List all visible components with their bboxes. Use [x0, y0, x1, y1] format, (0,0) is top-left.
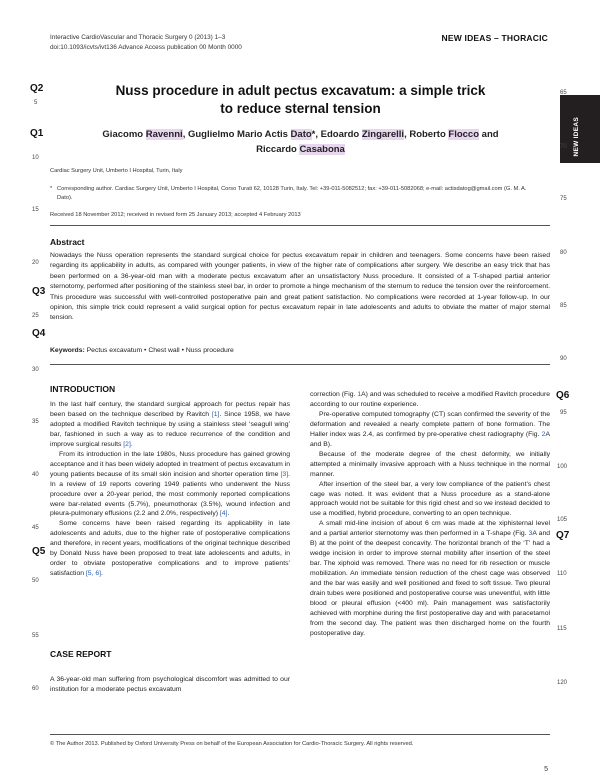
paragraph: A 36-year-old man suffering from psychological discomfort was admitted to our institution for a moderate pectus excavatum [50, 676, 290, 693]
query-mark-q3[interactable]: Q3 [32, 286, 46, 297]
query-mark-q5[interactable]: Q5 [32, 546, 46, 557]
introduction-body [50, 400, 290, 579]
line-number: 80 [560, 250, 567, 256]
line-number: 20 [32, 260, 39, 266]
copyright: © The Author 2013. Published by Oxford University Press on behalf of the European Association for Cardio-Thoracic Surgery. All rights reserved. [50, 741, 414, 747]
corresponding-star: * [50, 186, 53, 192]
line-number: 25 [32, 313, 39, 319]
line-number: 110 [557, 571, 567, 577]
line-number: 85 [560, 303, 567, 309]
author-surname-ravenni[interactable]: Ravenni [145, 129, 183, 140]
line-number: 40 [32, 472, 39, 478]
figure-link[interactable]: 2 [541, 430, 546, 438]
line-number: 105 [557, 517, 568, 523]
author-first-name: *, Edoardo [311, 129, 362, 140]
paragraph: Pre-operative computed tomography (CT) scan confirmed the severity of the deformation and revealed a nearly complete pattern of bone formation. The Haller index was 2.4, as confirmed by pre-operative chest radiography (Fig. 2A and B). [310, 410, 550, 448]
divider [50, 225, 550, 226]
query-mark-q2[interactable]: Q2 [30, 83, 44, 94]
author-surname-flocco[interactable]: Flocco [448, 129, 480, 140]
title-line-1: Nuss procedure in adult pectus excavatum: a simple trick [115, 83, 486, 98]
side-tab-label: NEW IDEAS [573, 117, 580, 157]
author-first-name: , Roberto [404, 129, 449, 140]
line-number: 10 [32, 155, 39, 161]
author-conjunction: and [479, 129, 499, 140]
keywords-label: Keywords: [50, 347, 85, 354]
figure-link[interactable]: 1 [357, 391, 362, 398]
line-number: 35 [32, 419, 39, 425]
article-title [88, 82, 513, 118]
citation-link[interactable]: [2] [123, 440, 131, 448]
received-dates: Received 18 November 2012; received in revised form 25 January 2013; accepted 4 February 2013 [50, 212, 301, 218]
journal-citation [50, 33, 242, 52]
corresponding-text: Corresponding author. Cardiac Surgery Unit, Umberto I Hospital, Corso Turati 62, 10128 Turin, Italy. Tel: +39-011-5082512; fax: +39-011-5082068; e-mail: actisdatog@gmail.com (G. M. A. Dato). [57, 186, 527, 201]
abstract-heading: Abstract [50, 237, 85, 247]
query-mark-q6[interactable]: Q6 [556, 390, 570, 401]
corresponding-author [50, 185, 540, 203]
keywords-text: Pectus excavatum • Chest wall • Nuss procedure [84, 347, 234, 354]
author-first-name: , Guglielmo Mario Actis [182, 129, 291, 140]
query-mark-q1[interactable]: Q1 [30, 128, 44, 139]
affiliation: Cardiac Surgery Unit, Umberto I Hospital, Turin, Italy [50, 168, 183, 174]
page-number: 5 [544, 766, 548, 773]
paragraph: After insertion of the steel bar, a very low compliance of the patient’s chest cage was noted. It was evident that a Nuss procedure as a stand-alone approach would not be suitable for this rigid chest and so we instead decided to use a modified, hybrid procedure, converting to an open technique. [310, 480, 550, 518]
author-first-name: Giacomo [102, 129, 146, 140]
line-number: 55 [32, 633, 39, 639]
query-mark-q4[interactable]: Q4 [32, 328, 46, 339]
line-number: 70 [560, 144, 567, 150]
divider [50, 364, 550, 365]
query-mark-q7[interactable]: Q7 [556, 530, 570, 541]
paragraph: correction (Fig. 1A) and was scheduled to receive a modified Ravitch procedure according to our routine experience. [310, 391, 551, 408]
author-surname-casabona[interactable]: Casabona [299, 144, 345, 155]
line-number: 5 [34, 100, 38, 106]
side-tab [560, 95, 600, 163]
journal-line-1: Interactive CardioVascular and Thoracic Surgery 0 (2013) 1–3 [50, 34, 226, 41]
line-number: 65 [560, 90, 567, 96]
line-number: 45 [32, 525, 39, 531]
case-report-heading: CASE REPORT [50, 649, 112, 659]
line-number: 120 [557, 680, 568, 686]
author-list [88, 127, 513, 157]
paragraph: A small mid-line incision of about 6 cm was made at the xiphisternal level and a partial anterior sternotomy was then performed in a T-shape (Fig. 3A and B) at the point of the deepest concavity. The horizontal branch of the ‘T’ had a wedge incision in order to improve sternal mobility after insertion of the steel bar. The xiphoid was removed. There was no need for rib resection or muscle mobilization. An immediate tension reduction of the chest cage was observed and the bar was easily and well positioned and fixed to soft tissue. Two pleural drain tubes were positioned and postoperative course was uneventful, with little blood or pleural effusion (<400 ml). Pain management was satisfactorily achieved with morphine during the first postoperative day and with paracetamol from the second day. The patient was then discharged home on the fourth postoperative day. [310, 520, 550, 637]
line-number: 100 [557, 464, 568, 470]
line-number: 90 [560, 356, 567, 362]
line-number: 60 [32, 686, 39, 692]
author-surname-dato[interactable]: Dato [290, 129, 312, 140]
line-number: 15 [32, 207, 39, 213]
citation-link[interactable]: [4] [219, 510, 228, 518]
paragraph: Because of the moderate degree of the chest deformity, we initially attempted a minimally invasive approach with a Nuss technique in the normal manner. [310, 450, 550, 478]
citation-link[interactable]: [3] [280, 470, 289, 478]
paragraph: Some concerns have been raised regarding its applicability in late adolescents and adults, due to the higher rate of postoperative complications and therefore, in recent years, modifications of the original technique described by Donald Nuss have been proposed to treat late adolescents and adults, in order to obviate postoperative complications and to improve patients’ satisfaction [5, 6]. [50, 520, 290, 578]
case-report-body [50, 675, 290, 695]
section-tag: NEW IDEAS – THORACIC [441, 33, 548, 43]
journal-line-2: doi:10.1093/icvts/ivt136 Advance Access publication 00 Month 0000 [50, 43, 242, 51]
author-first-name: Riccardo [256, 144, 300, 155]
figure-link[interactable]: 3 [528, 530, 533, 538]
line-number: 75 [560, 196, 567, 202]
citation-link[interactable]: [5, 6] [85, 570, 102, 578]
case-report-continued [310, 390, 550, 639]
line-number: 30 [32, 367, 39, 373]
abstract-text: Nowadays the Nuss operation represents the standard surgical choice for pectus excavatum repair in children and teenagers. Some concerns have been raised regarding its applicability in adults, as compared with younger patients, in view of the higher rate of complications after surgery. We describe an easy trick that has been performed on a 36-year-old man with a moderate pectus excavatum after an unsatisfactory Nuss procedure. It consisted of a T-shaped partial anterior sternotomy, performed after positioning of the stainless steel bar, in order to promote a hinge mechanism of the sternum to reduce the tension over the reinforcement. This procedure was successful with well-controlled postoperative pain and great patient satisfaction. No complications were recorded at 1-year follow-up. In our opinion, this simple trick could represent a valid surgical option for pectus excavatum repair in late adolescents and adults to obviate the matter of major sternal tension. [50, 252, 550, 322]
keywords [50, 347, 234, 354]
title-line-2: to reduce sternal tension [220, 101, 381, 116]
line-number: 50 [32, 578, 39, 584]
introduction-heading: INTRODUCTION [50, 384, 116, 394]
author-surname-zingarelli[interactable]: Zingarelli [361, 129, 405, 140]
divider [50, 734, 550, 735]
line-number: 95 [560, 410, 567, 416]
line-number: 115 [557, 626, 567, 632]
citation-link[interactable]: [1] [211, 410, 220, 418]
paragraph: In the last half century, the standard surgical approach for pectus repair has been based on the technique described by Ravitch [1]. Since 1958, we have adopted a modified Ravitch technique by using a stainless steel ‘seagull wing’ bar, fashioned in such a way as to reduce recurrence of the condition and improve surgical results [2]. [50, 401, 291, 448]
paragraph: From its introduction in the late 1980s, Nuss procedure has gained growing acceptance and it has been widely adopted in treatment of pectus excavatum in young patients because of its small skin incision and shorter operation time [3]. In a review of 19 reports covering 1949 patients who underwent the Nuss procedure over a 20-year period, the most commonly reported complications were bar-related events (5.7%), pneumothorax (3.5%), wound infection and pleura-pulmonary effusions (2.2 and 2.0%, respectively) [4]. [50, 450, 290, 518]
